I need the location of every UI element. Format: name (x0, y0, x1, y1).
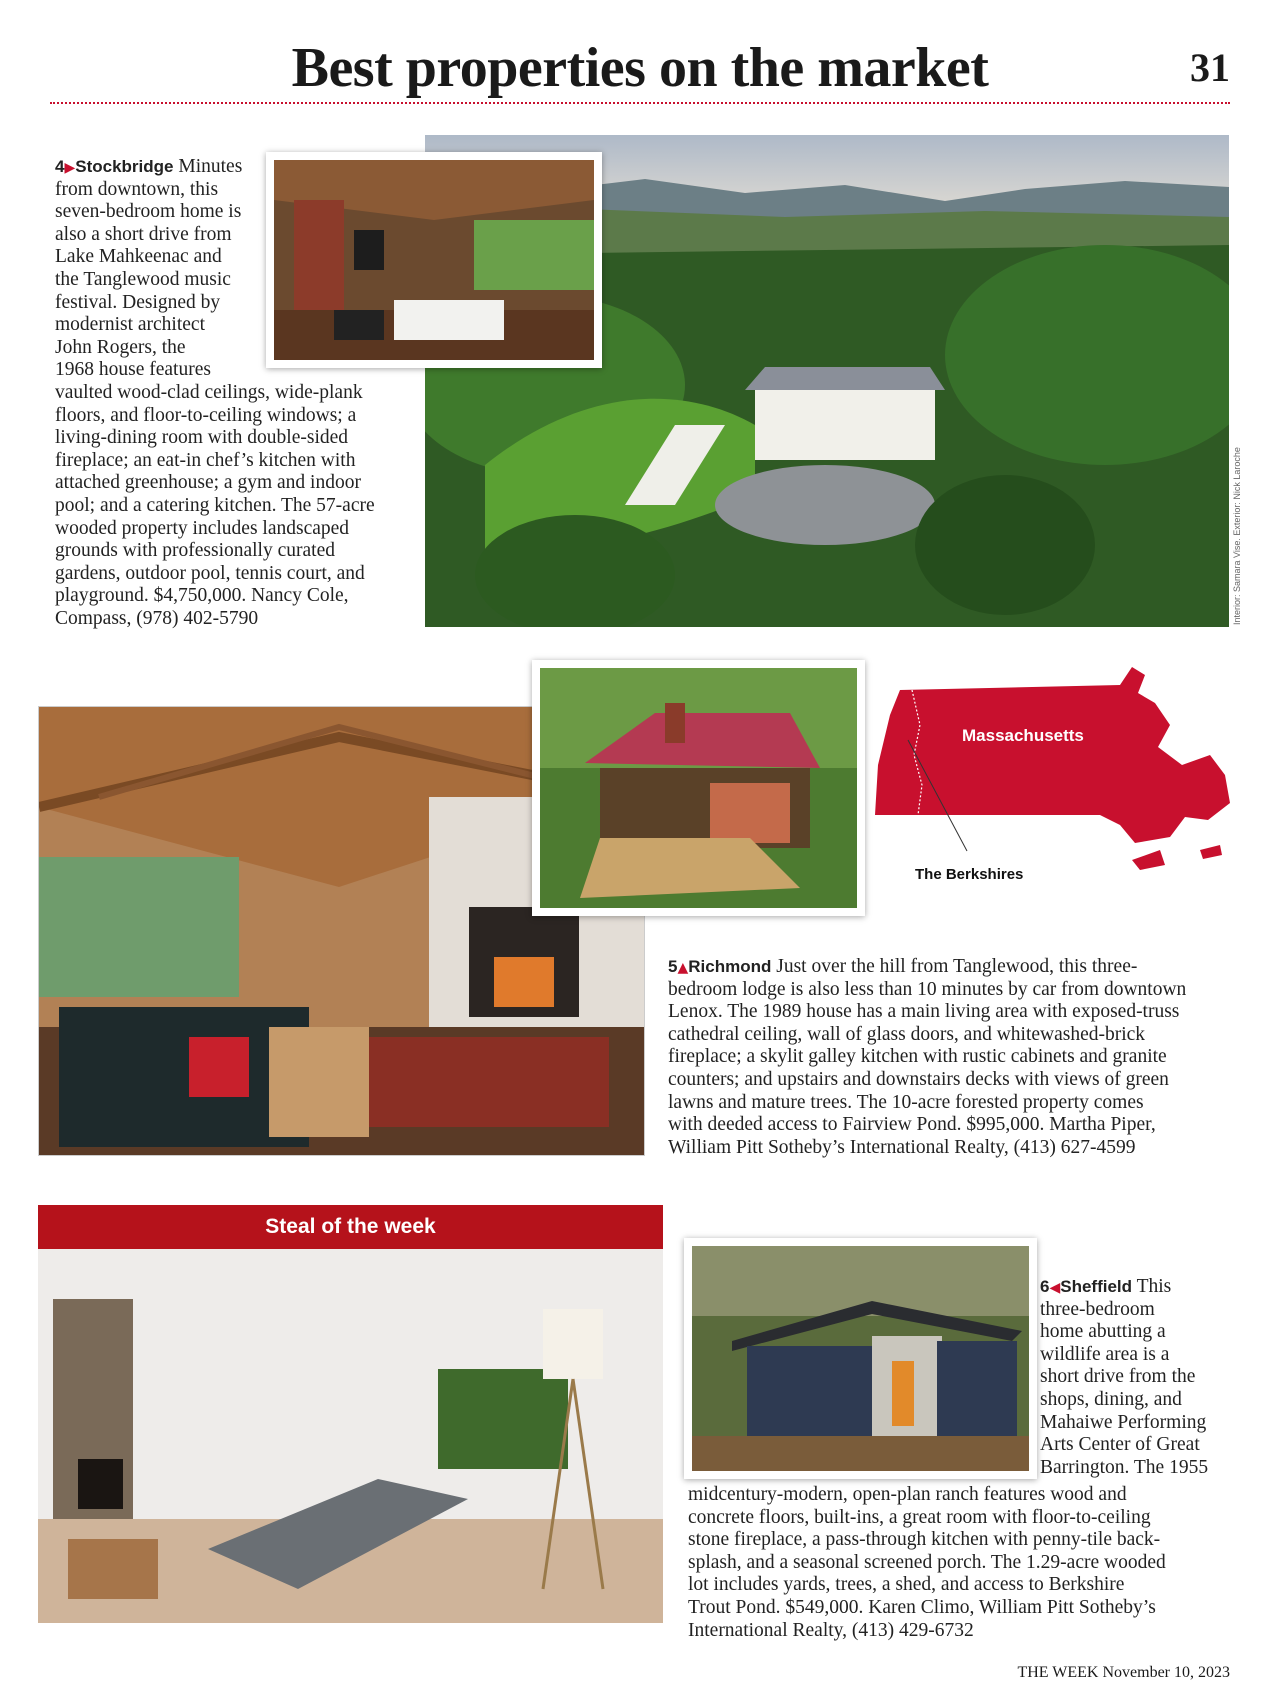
listing-line: concrete floors, built-ins, a great room with floor-to-ceiling (688, 1506, 1151, 1528)
listing-line: playground. $4,750,000. Nancy Cole, (55, 585, 349, 607)
listing-line: Barrington. The 1955 (1040, 1456, 1209, 1478)
listing-line: fireplace; an eat-in chef’s kitchen with (55, 449, 356, 471)
page-number: 31 (1190, 45, 1230, 90)
listing-line: home abutting a (1040, 1321, 1166, 1343)
listing-line: shops, dining, and (1040, 1388, 1182, 1410)
listing-line: Arts Center of Great (1040, 1434, 1200, 1456)
listing-line: counters; and upstairs and downstairs decks with views of green (668, 1068, 1169, 1090)
listing-number: 5 (668, 957, 678, 976)
listing-line: Compass, (978) 402-5790 (55, 607, 259, 629)
listing-richmond-text (668, 956, 1238, 1159)
listing-line: midcentury-modern, open-plan ranch features wood and (688, 1484, 1127, 1505)
map-state-label: Massachusetts (962, 726, 1084, 745)
listing-line: John Rogers, the (55, 336, 186, 358)
arrow-left-icon: ◀ (1049, 1280, 1061, 1296)
listing-town: Richmond (688, 957, 772, 976)
header-divider (50, 102, 1230, 104)
listing-line: lawns and mature trees. The 10-acre forested property comes (668, 1091, 1144, 1113)
listing-line: attached greenhouse; a gym and indoor (55, 472, 361, 494)
listing-town: Sheffield (1060, 1277, 1133, 1296)
massachusetts-map (870, 655, 1250, 895)
listing-sheffield-text-wide (688, 1484, 1238, 1642)
listing-line: splash, and a seasonal screened porch. The 1.29-acre wooded (688, 1551, 1166, 1573)
listing-line: Trout Pond. $549,000. Karen Climo, William Pitt Sotheby’s (688, 1596, 1156, 1618)
arrow-up-icon: ▲ (677, 960, 689, 976)
listing-line: Lenox. The 1989 house has a main living area with exposed-truss (668, 1001, 1180, 1023)
sheffield-exterior-photo (684, 1238, 1037, 1479)
listing-line: also a short drive from (55, 223, 232, 245)
sheffield-interior-photo (38, 1249, 663, 1623)
listing-line: from downtown, this (55, 178, 219, 200)
listing-line: wooded property includes landscaped (55, 517, 350, 539)
listing-line: short drive from the (1040, 1366, 1196, 1388)
listing-line: living-dining room with double-sided (55, 427, 349, 449)
listing-line: with deeded access to Fairview Pond. $995,000. Martha Piper, (668, 1114, 1156, 1136)
listing-line: grounds with professionally curated (55, 540, 335, 562)
listing-number: 6 (1040, 1277, 1050, 1296)
steal-of-the-week-banner: Steal of the week (38, 1205, 663, 1249)
richmond-exterior-photo (532, 660, 865, 916)
listing-line: lot includes yards, trees, a shed, and access to Berkshire (688, 1574, 1125, 1596)
listing-line: Lake Mahkeenac and (55, 246, 222, 268)
listing-line: floors, and floor-to-ceiling windows; a (55, 404, 357, 426)
page-footer: THE WEEK November 10, 2023 (1017, 1664, 1230, 1681)
listing-line: This (1136, 1276, 1172, 1297)
listing-line: pool; and a catering kitchen. The 57-acre (55, 494, 375, 516)
listing-line: stone fireplace, a pass-through kitchen with penny-tile back- (688, 1529, 1161, 1551)
arrow-right-icon: ▶ (64, 160, 76, 176)
photo-credit: Interior: Samara Vise. Exterior: Nick Laroche (1232, 447, 1242, 625)
page-title: Best properties on the market (291, 37, 989, 99)
listing-town: Stockbridge (75, 157, 174, 176)
listing-line: Just over the hill from Tanglewood, this three- (776, 956, 1138, 977)
listing-line: fireplace; a skylit galley kitchen with rustic cabinets and granite (668, 1046, 1167, 1068)
listing-line: International Realty, (413) 429-6732 (688, 1619, 974, 1641)
listing-line: seven-bedroom home is (55, 201, 242, 223)
listing-line: wildlife area is a (1040, 1343, 1170, 1365)
listing-line: 1968 house features (55, 359, 211, 381)
listing-number: 4 (55, 157, 65, 176)
stockbridge-interior-photo (266, 152, 602, 368)
listing-line: William Pitt Sotheby’s International Realty, (413) 627-4599 (668, 1136, 1136, 1158)
listing-line: gardens, outdoor pool, tennis court, and (55, 562, 365, 584)
listing-line: bedroom lodge is also less than 10 minutes by car from downtown (668, 978, 1187, 1000)
listing-line: festival. Designed by (55, 291, 221, 313)
listing-line: Mahaiwe Performing (1040, 1411, 1207, 1433)
listing-line: Minutes (178, 156, 243, 177)
listing-line: three-bedroom (1040, 1298, 1155, 1320)
listing-line: the Tanglewood music (55, 268, 231, 290)
listing-line: cathedral ceiling, wall of glass doors, and whitewashed-brick (668, 1023, 1146, 1045)
listing-line: modernist architect (55, 314, 205, 336)
listing-line: vaulted wood-clad ceilings, wide-plank (55, 381, 363, 403)
map-region-label: The Berkshires (915, 866, 1024, 883)
listing-sheffield-text-narrow (1040, 1276, 1240, 1479)
